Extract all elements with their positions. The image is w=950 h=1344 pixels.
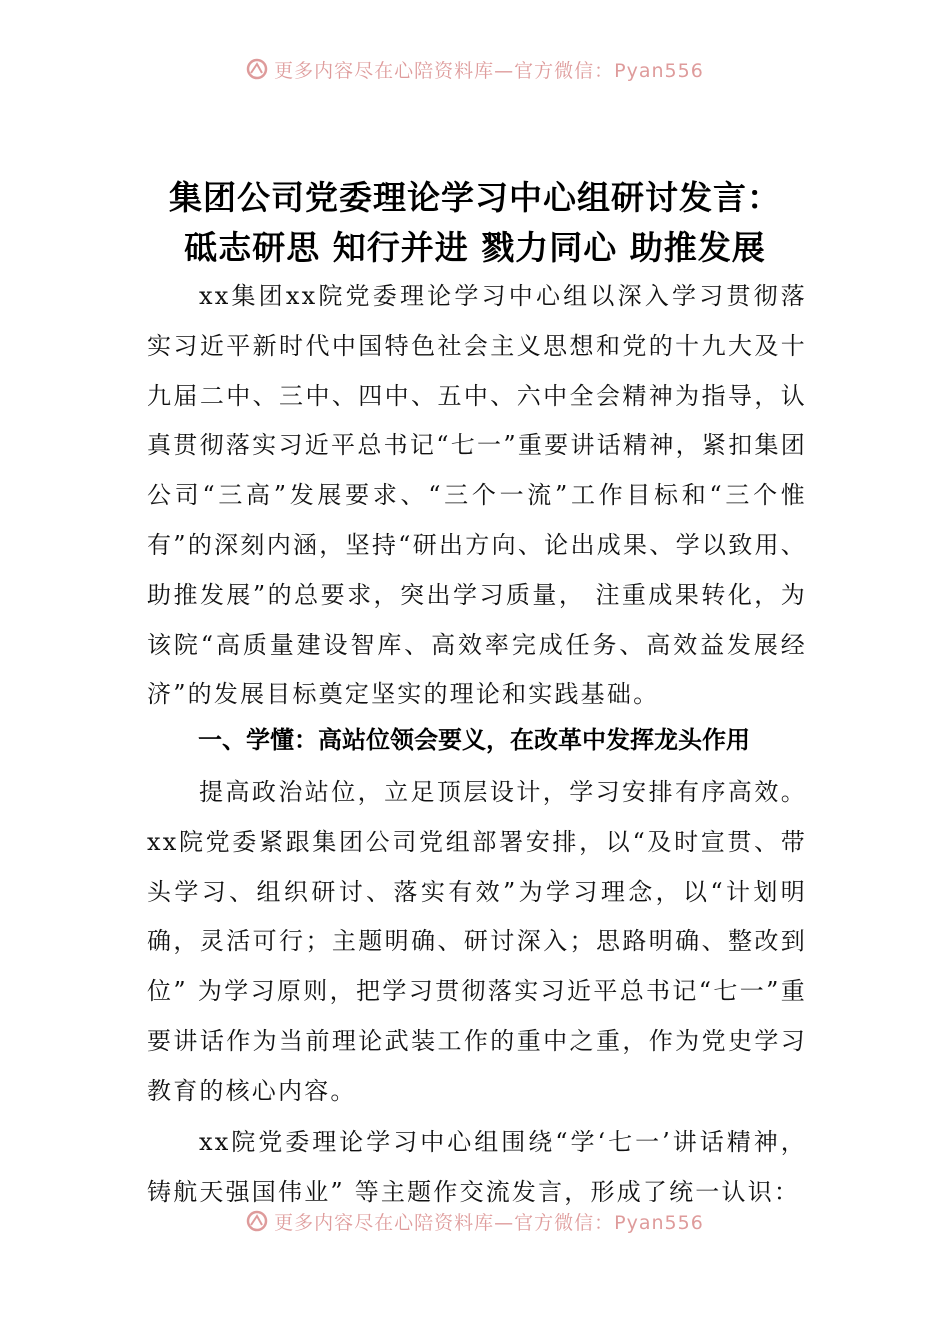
watermark-logo-icon [246, 1210, 268, 1232]
document-title-line2: 砥志研思 知行并进 戮力同心 助推发展 [184, 228, 766, 267]
section-heading: 一、学懂：高站位领会要义，在改革中发挥龙头作用 [198, 726, 750, 754]
document-title-line1: 集团公司党委理论学习中心组研讨发言： [169, 178, 781, 217]
intro-paragraph: xx集团xx院党委理论学习中心组以深入学习贯彻落实习近平新时代中国特色社会主义思想和党的十九大及十九届二中、三中、四中、五中、六中全会精神为指导，认真贯彻落实习近平总书记“七一”重要讲话精神，紧扣集团公司“三高”发展要求、“三个一流”工作目标和“三个惟有”的深刻内涵，坚持“研出方向、论出成果、学以致用、助推发展”的总要求，突出学习质量， 注重成果转化，为该院“高质量建设智库、高效率完成任务、高效益发展经济”的发展目标奠定坚实的理论和实践基础。 [147, 282, 807, 709]
watermark-bottom [0, 1206, 950, 1236]
watermark-text: 更多内容尽在心陪资料库—官方微信：Pyan556 [274, 1211, 704, 1234]
watermark-text: 更多内容尽在心陪资料库—官方微信：Pyan556 [274, 59, 704, 82]
watermark-top [0, 54, 950, 84]
body-paragraph-1: 提高政治站位，立足顶层设计，学习安排有序高效。xx院党委紧跟集团公司党组部署安排，以“及时宣贯、带头学习、组织研讨、落实有效”为学习理念，以“计划明确，灵活可行；主题明确、研讨深入；思路明确、整改到位” 为学习原则，把学习贯彻落实习近平总书记“七一”重要讲话作为当前理论武装工作的重中之重，作为党史学习教育的核心内容。 [147, 778, 807, 1105]
watermark-logo-icon [246, 58, 268, 80]
body-paragraph-2: xx院党委理论学习中心组围绕“学‘七一’讲话精神，铸航天强国伟业” 等主题作交流发言，形成了统一认识： [147, 1128, 807, 1206]
